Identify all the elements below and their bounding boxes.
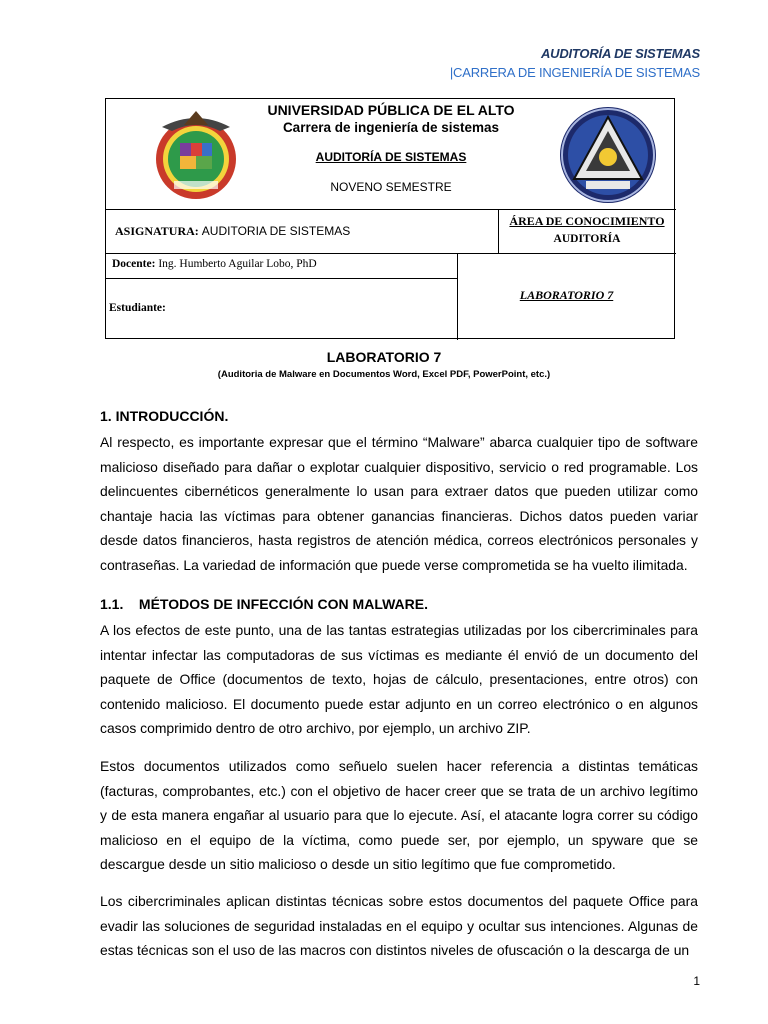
lab-label: LABORATORIO 7	[519, 288, 614, 302]
page-number: 1	[693, 974, 700, 988]
paragraph-introduccion: Al respecto, es importante expresar que el término “Malware” abarca cualquier tipo de software malicioso diseñado para dañar o explotar cualquier dispositivo, servicio o red programable. Los delincuentes cibernéticos generalmente lo usan para extraer datos que pueden utilizar como chantaje hacia las víctimas para obtener ganancias financieras. Dichos datos pueden variar desde datos financieros, hasta registros de atención médica, correos electrónicos personales y contraseñas. La variedad de información que puede verse comprometida se ha vuelto ilimitada.	[100, 434, 698, 573]
course-title: AUDITORÍA DE SISTEMAS	[315, 150, 467, 164]
paragraph-metodos-2: Estos documentos utilizados como señuelo suelen hacer referencia a distintas temáticas (facturas, comprobantes, etc.) con el objetivo de hacer creer que se trata de un archivo legítimo y de esta manera engañar al usuario para que lo ejecute. Así, el atacante logra correr su código malicioso en el equipo de la víctima, como puede ser, por ejemplo, un spyware que se descargue desde un sitio malicioso o desde un sitio legítimo que fue comprometido.	[100, 758, 698, 873]
career-name: Carrera de ingeniería de sistemas	[282, 120, 500, 135]
running-header-career: CARRERA DE INGENIERÍA DE SISTEMAS	[453, 65, 700, 80]
section-heading-introduccion: 1. INTRODUCCIÓN.	[100, 408, 229, 424]
area-label: ÁREA DE CONOCIMIENTO	[509, 214, 665, 228]
running-header-subtitle: |CARRERA DE INGENIERÍA DE SISTEMAS	[449, 65, 700, 80]
student-label: Estudiante:	[109, 302, 166, 314]
paragraph-metodos-1: A los efectos de este punto, una de las tantas estrategias utilizadas por los cibercriminales para intentar infectar las computadoras de sus víctimas es mediante él envió de un documento del paquete de Office (documentos de texto, hojas de cálculo, presentaciones, entre otros) con contenido malicioso. El documento puede estar adjunto en un correo electrónico o en algunos casos comprimido dentro de otro archivo, por ejemplo, un archivo ZIP.	[100, 622, 698, 737]
teacher-label: Docente:	[112, 258, 156, 270]
subject-field	[115, 224, 350, 239]
lab-subtitle: (Auditoria de Malware en Documentos Word, Excel PDF, PowerPoint, etc.)	[217, 369, 551, 380]
header-table	[105, 98, 675, 339]
subject-label: ASIGNATURA:	[115, 224, 199, 238]
semester: NOVENO SEMESTRE	[330, 180, 452, 194]
paragraph-metodos-3: Los cibercriminales aplican distintas técnicas sobre estos documentos del paquete Office para evadir las soluciones de seguridad instaladas en el equipo y ocultar sus intenciones. Algunas de estas técnicas son el uso de las macros con distintos niveles de ofuscación o la descarga de un	[100, 893, 698, 959]
lab-title: LABORATORIO 7	[326, 349, 442, 365]
teacher-field	[112, 258, 317, 270]
teacher-value: Ing. Humberto Aguilar Lobo, PhD	[158, 258, 317, 270]
subject-value: AUDITORIA DE SISTEMAS	[201, 224, 351, 238]
section-heading-metodos: 1.1. MÉTODOS DE INFECCIÓN CON MALWARE.	[100, 596, 428, 612]
university-name: UNIVERSIDAD PÚBLICA DE EL ALTO	[267, 102, 515, 118]
running-header-title: AUDITORÍA DE SISTEMAS	[540, 46, 700, 61]
area-value: AUDITORÍA	[553, 233, 621, 245]
